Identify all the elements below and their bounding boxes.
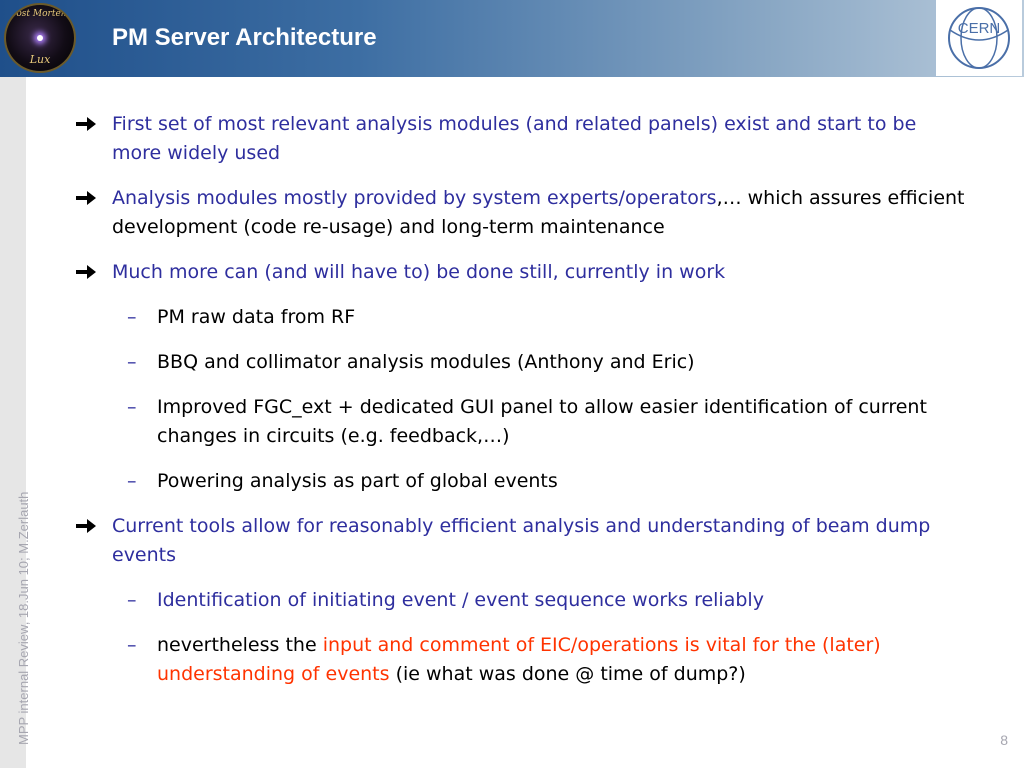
sub-bullet-item — [75, 631, 965, 689]
bullet-text: nevertheless the — [157, 634, 323, 656]
post-mortem-logo — [4, 3, 76, 73]
bullet-text: Identification of initiating event / event sequence works reliably — [157, 589, 764, 611]
bullet-text: PM raw data from RF — [157, 306, 356, 328]
bullet-item — [75, 512, 965, 570]
bullet-list — [75, 110, 965, 705]
arrow-right-icon — [75, 518, 97, 534]
bullet-text: Current tools allow for reasonably efficient analysis and understanding of beam dump events — [112, 515, 931, 566]
bullet-item — [75, 258, 965, 287]
dash-icon: – — [127, 306, 137, 328]
bullet-text: Analysis modules mostly provided by system experts/operators — [112, 187, 717, 209]
bullet-item — [75, 184, 965, 242]
dash-icon: – — [127, 351, 137, 373]
sub-bullet-item — [75, 348, 965, 377]
page-number: 8 — [1000, 732, 1008, 748]
arrow-right-icon — [75, 190, 97, 206]
dash-icon: – — [127, 470, 137, 492]
bullet-text: First set of most relevant analysis modules (and related panels) exist and start to be more widely used — [112, 113, 917, 164]
footer-side-text: MPP internal Review, 18.Jun 10; M.Zerlauth — [16, 491, 31, 745]
dash-icon: – — [127, 589, 137, 611]
sub-bullet-item — [75, 303, 965, 332]
dash-icon: – — [127, 396, 137, 418]
bullet-text: BBQ and collimator analysis modules (Anthony and Eric) — [157, 351, 695, 373]
arrow-right-icon — [75, 116, 97, 132]
bullet-text: input and comment of EIC/operations is vital for the (later) understanding of events — [157, 634, 881, 685]
sub-bullet-item — [75, 586, 965, 615]
slide-title: PM Server Architecture — [112, 24, 377, 51]
sub-bullet-item — [75, 393, 965, 451]
logo-top-text: Post Mortem — [10, 9, 70, 19]
bullet-text: (ie what was done @ time of dump?) — [389, 663, 746, 685]
bullet-text: Powering analysis as part of global events — [157, 470, 558, 492]
dash-icon: – — [127, 634, 137, 656]
cern-logo-icon — [936, 0, 1022, 76]
bullet-item — [75, 110, 965, 168]
arrow-right-icon — [75, 264, 97, 280]
cern-logo — [936, 0, 1022, 76]
slide-header — [0, 0, 1024, 77]
star-icon — [37, 35, 43, 41]
bullet-text: Much more can (and will have to) be done still, currently in work — [112, 261, 726, 283]
logo-bottom-text: Lux — [29, 53, 51, 66]
bullet-text: Improved FGC_ext + dedicated GUI panel to allow easier identification of current changes in circuits (e.g. feedback,…) — [157, 396, 927, 447]
cern-logo-text: CERN — [957, 20, 1001, 37]
sub-bullet-item — [75, 467, 965, 496]
bullet-text: ,… which assures efficient development (code re-usage) and long-term maintenance — [112, 187, 965, 238]
